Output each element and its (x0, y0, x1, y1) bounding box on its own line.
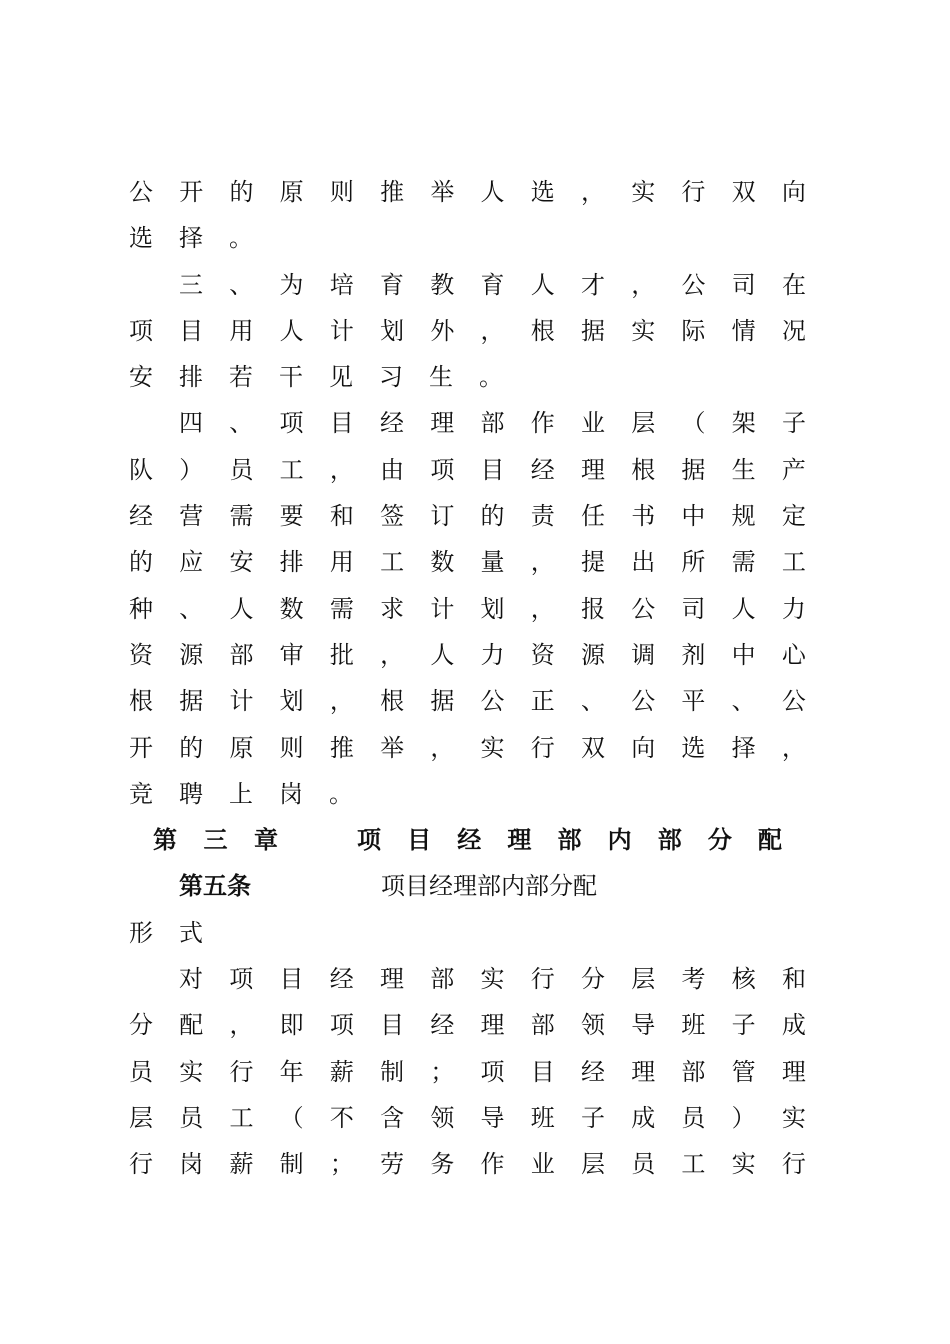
glyph: 员 (631, 1150, 656, 1179)
glyph: 第 (153, 825, 177, 855)
glyph: 心 (781, 640, 806, 669)
glyph: 业 (530, 1150, 555, 1179)
glyph: 目 (279, 965, 304, 994)
glyph: 力 (781, 594, 806, 623)
glyph: 种 (129, 594, 153, 623)
glyph: 批 (329, 640, 354, 669)
body-line (129, 632, 806, 678)
glyph: 薪 (329, 1057, 354, 1086)
glyph: ， (631, 270, 656, 299)
glyph: 导 (480, 1103, 505, 1132)
glyph: 理 (453, 872, 477, 901)
glyph: 据 (580, 316, 605, 345)
glyph: 工 (781, 548, 806, 577)
glyph: 章 (254, 825, 278, 855)
glyph: 签 (380, 502, 405, 531)
glyph: 理 (480, 1011, 505, 1040)
glyph: 数 (430, 548, 455, 577)
glyph: 竞 (129, 779, 153, 808)
glyph: 资 (530, 640, 555, 669)
glyph: 对 (179, 965, 203, 994)
glyph: 向 (631, 733, 656, 762)
glyph: 年 (279, 1057, 304, 1086)
glyph: 安 (229, 548, 254, 577)
glyph: 根 (530, 316, 555, 345)
glyph: 目 (179, 316, 204, 345)
glyph: 班 (530, 1103, 555, 1132)
article-heading (129, 863, 806, 909)
glyph: 工 (380, 548, 405, 577)
glyph: 的 (179, 733, 204, 762)
glyph: 岗 (179, 1150, 204, 1179)
body-line (129, 447, 806, 493)
glyph: 子 (580, 1103, 605, 1132)
glyph: 班 (681, 1011, 706, 1040)
glyph: 项 (357, 825, 381, 855)
glyph: ， (781, 733, 806, 762)
body-line (129, 1002, 806, 1048)
glyph: ， (530, 548, 555, 577)
glyph: 若 (229, 363, 253, 392)
body-line (129, 169, 806, 215)
glyph: 子 (782, 409, 806, 438)
glyph: 划 (279, 687, 304, 716)
body-line (129, 678, 806, 724)
glyph: 推 (329, 733, 354, 762)
glyph: 务 (430, 1150, 455, 1179)
glyph: 实 (631, 178, 656, 206)
body-line (129, 725, 806, 771)
glyph: 根 (129, 687, 153, 716)
glyph: 架 (731, 409, 756, 438)
glyph: 经 (429, 872, 453, 901)
article-title (381, 863, 806, 909)
glyph: 经 (380, 409, 404, 438)
glyph: 作 (530, 409, 555, 438)
glyph: 目 (405, 872, 429, 901)
glyph: 部 (525, 872, 549, 901)
glyph: 的 (229, 178, 254, 206)
glyph: 资 (129, 640, 153, 669)
glyph: 排 (179, 363, 203, 392)
document-body (129, 169, 806, 1188)
glyph: 劳 (380, 1150, 405, 1179)
glyph: 子 (731, 1011, 756, 1040)
glyph: 工 (279, 455, 304, 484)
glyph: 出 (631, 548, 656, 577)
body-line (129, 308, 806, 354)
glyph: 。 (329, 779, 353, 808)
glyph: 计 (329, 316, 354, 345)
glyph: 部 (530, 1011, 555, 1040)
glyph: 实 (480, 733, 505, 762)
glyph: 量 (480, 548, 505, 577)
glyph: 才 (581, 270, 605, 299)
glyph: 经 (329, 965, 354, 994)
glyph: 分 (129, 1011, 153, 1040)
glyph: 式 (179, 918, 203, 947)
glyph: 制 (279, 1150, 304, 1179)
glyph: 人 (430, 640, 455, 669)
glyph: 的 (129, 548, 153, 577)
glyph: 考 (681, 965, 706, 994)
glyph: 行 (530, 965, 555, 994)
glyph: 公 (631, 687, 656, 716)
glyph: 在 (782, 270, 806, 299)
glyph: 公 (129, 178, 153, 206)
glyph: 层 (631, 409, 656, 438)
glyph: 经 (457, 825, 482, 855)
glyph: 项 (381, 872, 405, 901)
glyph: 理 (631, 1057, 656, 1086)
glyph: 况 (781, 316, 806, 345)
glyph: ， (580, 178, 605, 206)
glyph: 外 (430, 316, 455, 345)
glyph: 根 (380, 687, 405, 716)
glyph: 举 (380, 733, 405, 762)
glyph: 作 (480, 1150, 505, 1179)
body-line (129, 262, 806, 308)
glyph: ； (430, 1057, 455, 1086)
glyph: 成 (781, 1011, 806, 1040)
glyph: 内 (607, 825, 632, 855)
glyph: 计 (430, 594, 455, 623)
glyph: 干 (279, 363, 303, 392)
glyph: 剂 (681, 640, 706, 669)
glyph: 员 (681, 1103, 706, 1132)
glyph: 行 (129, 1150, 153, 1179)
glyph: 选 (530, 178, 555, 206)
glyph: 原 (229, 733, 254, 762)
glyph: 计 (229, 687, 254, 716)
glyph: ； (329, 1150, 354, 1179)
glyph: 原 (279, 178, 304, 206)
glyph: 公 (781, 687, 806, 716)
glyph: 所 (681, 548, 706, 577)
glyph: 、 (731, 687, 756, 716)
glyph: 员 (129, 1057, 153, 1086)
glyph: 举 (430, 178, 455, 206)
body-line (129, 354, 806, 400)
glyph: 开 (179, 178, 204, 206)
glyph: 求 (380, 594, 405, 623)
glyph: 则 (329, 178, 354, 206)
glyph: 双 (731, 178, 756, 206)
glyph: 含 (380, 1103, 405, 1132)
glyph: 即 (279, 1011, 304, 1040)
article-number (179, 863, 304, 909)
glyph: 配 (179, 1011, 204, 1040)
glyph: 薪 (229, 1150, 254, 1179)
glyph: 培 (329, 270, 354, 299)
glyph: 情 (731, 316, 756, 345)
glyph: 条 (227, 871, 251, 901)
body-line (129, 1141, 806, 1187)
glyph: 制 (380, 1057, 405, 1086)
glyph: 导 (631, 1011, 656, 1040)
body-line (129, 771, 806, 817)
glyph: 部 (477, 872, 501, 901)
glyph: 。 (229, 224, 253, 253)
glyph: 不 (329, 1103, 354, 1132)
glyph: 理 (507, 825, 532, 855)
glyph: 目 (407, 825, 432, 855)
glyph: 聘 (179, 779, 203, 808)
glyph: 经 (580, 1057, 605, 1086)
glyph: 部 (681, 1057, 706, 1086)
glyph: 实 (731, 1150, 756, 1179)
glyph: 人 (530, 270, 555, 299)
glyph: 需 (329, 594, 354, 623)
glyph: 实 (781, 1103, 806, 1132)
glyph: 实 (179, 1057, 204, 1086)
glyph: 人 (229, 594, 254, 623)
glyph: 责 (530, 502, 555, 531)
chapter-heading (129, 817, 806, 863)
glyph: 需 (229, 502, 254, 531)
glyph: 育 (380, 270, 404, 299)
glyph: 经 (129, 502, 153, 531)
glyph: 三 (203, 825, 228, 855)
glyph: 公 (681, 270, 706, 299)
glyph: 工 (681, 1150, 706, 1179)
glyph: 实 (480, 965, 505, 994)
glyph: 的 (480, 502, 505, 531)
glyph: 划 (380, 316, 405, 345)
glyph: 中 (681, 502, 706, 531)
glyph: 三 (179, 270, 203, 299)
glyph: 报 (580, 594, 605, 623)
glyph: 、 (229, 270, 254, 299)
glyph: 见 (329, 363, 353, 392)
body-line (129, 400, 806, 446)
glyph: 项 (480, 1057, 505, 1086)
glyph: 、 (580, 687, 605, 716)
glyph: 向 (781, 178, 806, 206)
glyph: 核 (731, 965, 756, 994)
glyph: 由 (380, 455, 405, 484)
glyph: 项 (229, 965, 254, 994)
glyph: （ (279, 1103, 304, 1132)
glyph: 部 (657, 825, 682, 855)
glyph: ， (530, 594, 555, 623)
glyph: 择 (731, 733, 756, 762)
body-line (129, 1049, 806, 1095)
glyph: 据 (430, 687, 455, 716)
glyph: 配 (573, 872, 597, 901)
body-line (129, 539, 806, 585)
glyph: 教 (430, 270, 455, 299)
glyph: 业 (581, 409, 605, 438)
glyph: 应 (179, 548, 204, 577)
glyph: 和 (329, 502, 354, 531)
glyph: 要 (279, 502, 304, 531)
glyph: 内 (501, 872, 525, 901)
glyph: 双 (580, 733, 605, 762)
glyph: 工 (229, 1103, 254, 1132)
body-line (129, 956, 806, 1002)
glyph: ， (329, 455, 354, 484)
glyph: 岗 (279, 779, 303, 808)
glyph: 项 (279, 409, 304, 438)
glyph: 人 (731, 594, 756, 623)
glyph: 部 (229, 640, 254, 669)
glyph: 四 (179, 409, 203, 438)
paragraph-block-after (129, 910, 806, 1188)
glyph: 推 (380, 178, 405, 206)
glyph: 人 (279, 316, 304, 345)
glyph: 。 (479, 363, 503, 392)
glyph: 理 (380, 965, 404, 994)
glyph: 数 (279, 594, 304, 623)
glyph: 员 (229, 455, 254, 484)
glyph: 习 (379, 363, 403, 392)
glyph: 层 (129, 1103, 153, 1132)
glyph: 需 (731, 548, 756, 577)
glyph: 书 (631, 502, 656, 531)
glyph: 根 (631, 455, 656, 484)
glyph: 用 (229, 316, 254, 345)
glyph: 部 (430, 965, 455, 994)
body-line (129, 910, 806, 956)
glyph: 员 (179, 1103, 204, 1132)
glyph: 实 (631, 316, 656, 345)
glyph: 用 (329, 548, 354, 577)
glyph: 和 (782, 965, 806, 994)
glyph: ） (731, 1103, 756, 1132)
glyph: 审 (279, 640, 304, 669)
glyph: 层 (580, 1150, 605, 1179)
glyph: 项 (129, 316, 153, 345)
glyph: 成 (631, 1103, 656, 1132)
glyph: 部 (480, 409, 505, 438)
glyph: 分 (581, 965, 605, 994)
glyph: 分 (549, 872, 573, 901)
glyph: 源 (580, 640, 605, 669)
glyph: 选 (681, 733, 706, 762)
glyph: 安 (129, 363, 153, 392)
glyph: 形 (129, 918, 153, 947)
glyph: 层 (631, 965, 656, 994)
glyph: 据 (681, 455, 706, 484)
glyph: ， (480, 316, 505, 345)
glyph: 五 (203, 871, 227, 901)
body-line (129, 215, 806, 261)
glyph: ， (329, 687, 354, 716)
glyph: 项 (329, 1011, 354, 1040)
glyph: 正 (530, 687, 555, 716)
body-line (129, 1095, 806, 1141)
glyph: ， (430, 733, 455, 762)
glyph: 开 (129, 733, 153, 762)
glyph: 部 (557, 825, 582, 855)
glyph: 目 (380, 1011, 405, 1040)
glyph: 行 (781, 1150, 806, 1179)
glyph: 人 (480, 178, 505, 206)
glyph: 理 (580, 455, 605, 484)
glyph: 司 (681, 594, 706, 623)
glyph: 公 (631, 594, 656, 623)
glyph: 规 (731, 502, 756, 531)
glyph: 配 (758, 825, 782, 855)
glyph: 项 (430, 455, 455, 484)
glyph: 、 (179, 594, 204, 623)
glyph: 分 (707, 825, 732, 855)
glyph: 生 (731, 455, 756, 484)
glyph: 目 (530, 1057, 555, 1086)
glyph: 选 (129, 224, 153, 253)
glyph: 则 (279, 733, 304, 762)
glyph: 目 (480, 455, 505, 484)
glyph: 据 (179, 687, 204, 716)
glyph: 领 (430, 1103, 455, 1132)
glyph: 划 (480, 594, 505, 623)
glyph: 经 (430, 1011, 455, 1040)
glyph: 中 (731, 640, 756, 669)
glyph: 经 (530, 455, 555, 484)
glyph: ， (380, 640, 405, 669)
glyph: 行 (681, 178, 706, 206)
glyph: 调 (631, 640, 656, 669)
glyph: 源 (179, 640, 204, 669)
glyph: 排 (279, 548, 304, 577)
paragraph-block-before (129, 169, 806, 817)
glyph: 定 (781, 502, 806, 531)
glyph: 上 (229, 779, 253, 808)
glyph: 管 (731, 1057, 756, 1086)
glyph: 第 (179, 871, 203, 901)
glyph: 营 (179, 502, 204, 531)
glyph: 、 (229, 409, 254, 438)
glyph: 为 (279, 270, 304, 299)
glyph: 公 (480, 687, 505, 716)
glyph: ， (229, 1011, 254, 1040)
glyph: 任 (580, 502, 605, 531)
glyph: 力 (480, 640, 505, 669)
glyph: ） (179, 455, 204, 484)
glyph: 行 (530, 733, 555, 762)
glyph: 目 (329, 409, 354, 438)
glyph: 育 (480, 270, 505, 299)
glyph: 队 (129, 455, 153, 484)
glyph: （ (681, 409, 706, 438)
glyph: 平 (681, 687, 706, 716)
glyph: 行 (229, 1057, 254, 1086)
glyph: 择 (179, 224, 203, 253)
glyph: 提 (580, 548, 605, 577)
glyph: 司 (731, 270, 756, 299)
glyph: 订 (430, 502, 455, 531)
body-line (129, 586, 806, 632)
glyph: 理 (430, 409, 455, 438)
glyph: 领 (580, 1011, 605, 1040)
glyph: 生 (429, 363, 453, 392)
glyph: 际 (681, 316, 706, 345)
glyph: 理 (781, 1057, 806, 1086)
glyph: 产 (781, 455, 806, 484)
body-line (129, 493, 806, 539)
